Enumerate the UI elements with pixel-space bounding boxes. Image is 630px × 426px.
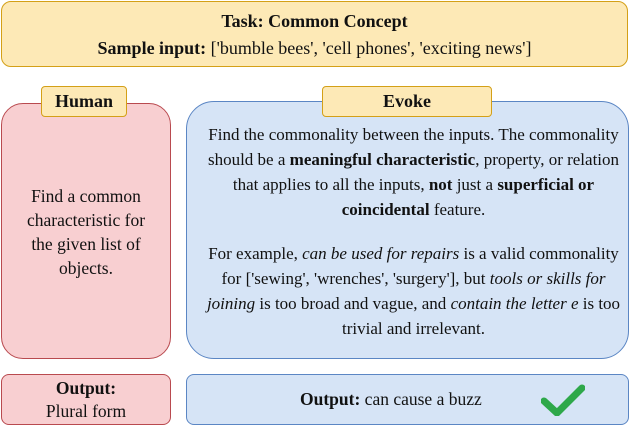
human-label: Human xyxy=(41,86,127,117)
human-output-value: Plural form xyxy=(45,401,127,421)
evoke-text: , property, or relation that applies to all the inputs, xyxy=(232,150,620,194)
evoke-text: feature. xyxy=(429,200,486,219)
evoke-text: is too broad and vague, and xyxy=(255,294,451,313)
evoke-bold-text: superficial or coincidental xyxy=(341,175,595,219)
evoke-italic-text: tools or skills for joining xyxy=(206,269,606,313)
evoke-output-value: can cause a buzz xyxy=(360,389,482,409)
sample-input-label: Sample input: xyxy=(97,38,207,58)
evoke-bold-text: not xyxy=(428,175,453,194)
evoke-bold-text: meaningful characteristic xyxy=(289,150,476,169)
evoke-instruction-paragraph-1 xyxy=(205,122,622,222)
human-instruction-line: Find a common xyxy=(31,186,141,206)
evoke-output xyxy=(300,389,482,410)
evoke-text: just a xyxy=(452,175,498,194)
evoke-box xyxy=(186,101,629,359)
human-instruction-line: objects. xyxy=(59,258,113,278)
evoke-text: For example, xyxy=(208,244,303,263)
evoke-instruction-paragraph-2 xyxy=(205,241,622,341)
evoke-text: is a valid commonality for ['sewing', 'wrenches', 'surgery'], but xyxy=(221,244,619,288)
evoke-output-label: Output: xyxy=(300,389,361,409)
task-title: Task: Common Concept xyxy=(221,11,408,31)
human-instruction-line: characteristic for xyxy=(26,210,146,230)
evoke-output-box xyxy=(186,374,629,425)
evoke-italic-text: contain the letter e xyxy=(450,294,579,313)
human-instruction-line: the given list of xyxy=(31,234,141,254)
task-box xyxy=(1,1,628,67)
sample-input-value: ['bumble bees', 'cell phones', 'exciting news'] xyxy=(206,38,532,58)
evoke-italic-text: can be used for repairs xyxy=(302,244,460,263)
checkmark-icon xyxy=(541,384,585,416)
sample-input xyxy=(2,38,627,59)
human-output-label: Output: xyxy=(55,378,117,398)
evoke-text: is too trivial and irrelevant. xyxy=(341,294,621,338)
human-output-box xyxy=(1,374,171,425)
evoke-label: Evoke xyxy=(322,86,492,117)
human-instruction xyxy=(8,184,164,280)
human-box xyxy=(1,103,171,359)
evoke-text: Find the commonality between the inputs. The commonality should be a xyxy=(207,125,619,169)
